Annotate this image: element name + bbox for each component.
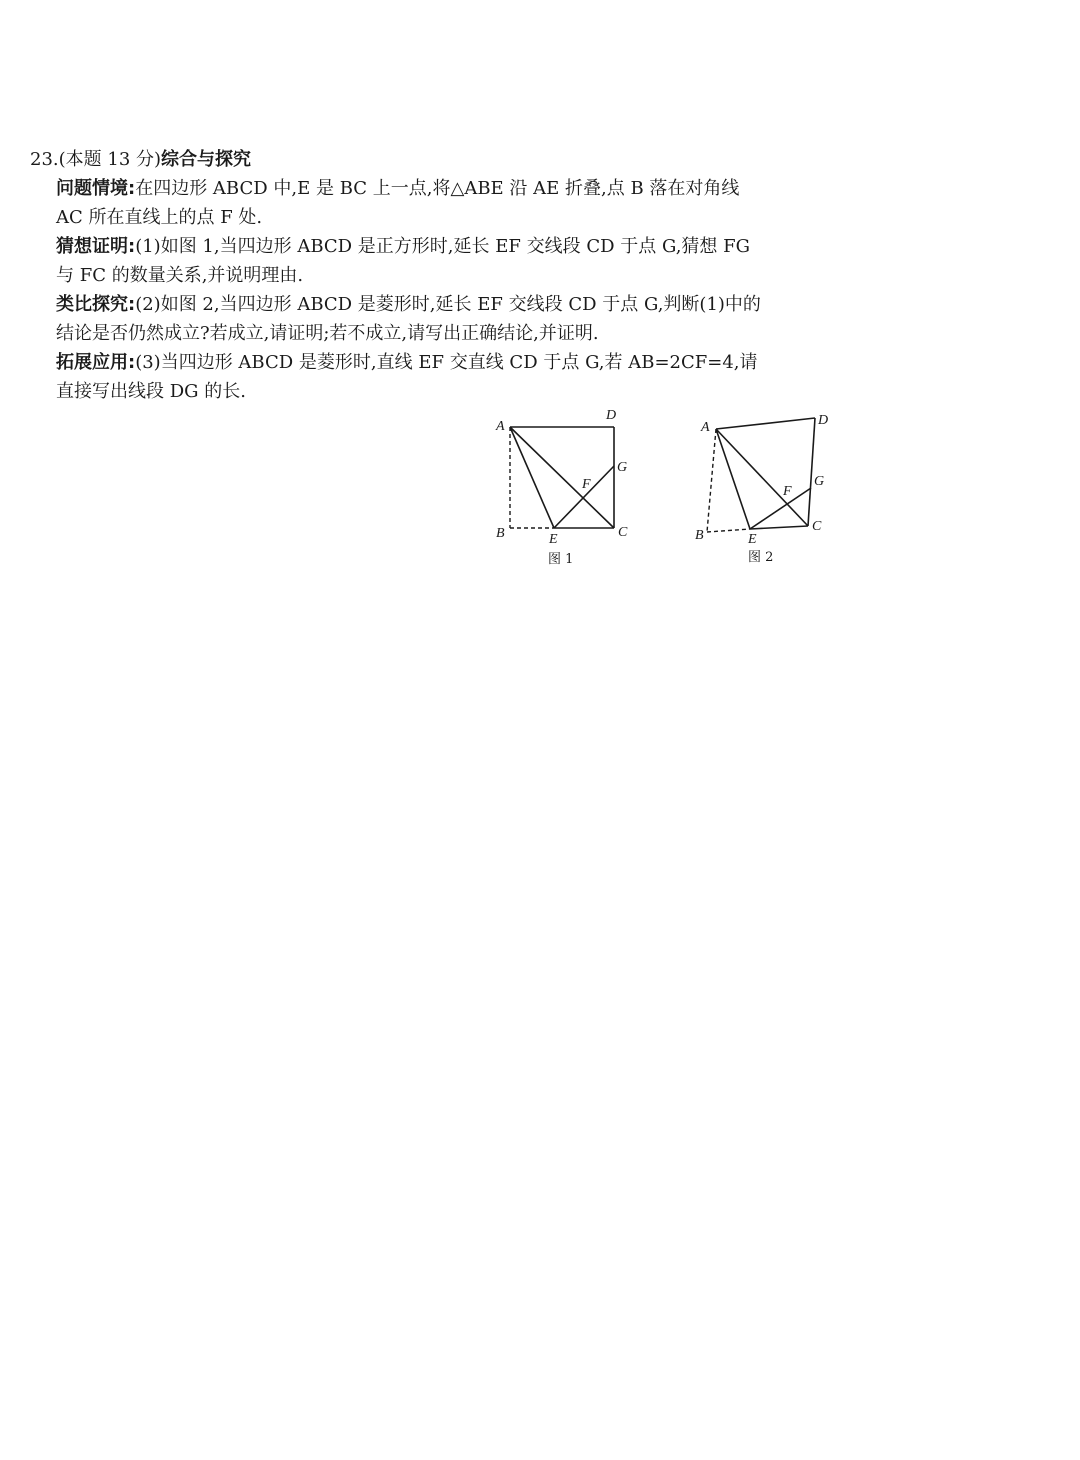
fig2-edge-ec — [750, 526, 808, 529]
situation-label: 问题情境: — [56, 178, 136, 199]
fig2-label-e: E — [748, 532, 757, 547]
problem-number: 23. — [30, 149, 59, 170]
extend-label: 拓展应用: — [56, 352, 136, 373]
fig1-label-e: E — [549, 532, 558, 547]
fig2-line-eg — [750, 488, 811, 529]
extend-text-1: (3)当四边形 ABCD 是菱形时,直线 EF 交直线 CD 于点 G,若 AB=2CF=4,请 — [135, 352, 758, 373]
extend-line-2: 直接写出线段 DG 的长. — [56, 381, 246, 402]
situation-line-2: AC 所在直线上的点 F 处. — [56, 207, 263, 228]
fig1-fold-ae — [510, 427, 554, 528]
fig2-edge-dc — [808, 418, 815, 526]
fig1-diagonal-ac — [510, 427, 614, 528]
analogy-line-2: 结论是否仍然成立?若成立,请证明;若不成立,请写出正确结论,并证明. — [56, 323, 599, 344]
fig2-dashed-be — [707, 529, 750, 532]
figure-1-diagram — [490, 400, 640, 550]
fig1-label-b: B — [496, 526, 505, 541]
figure-1-caption: 图 1 — [548, 552, 574, 567]
fig1-label-d: D — [606, 408, 617, 423]
analogy-line-1 — [30, 290, 830, 319]
figure-2-diagram — [690, 400, 840, 550]
fig2-label-g: G — [814, 474, 825, 489]
fig2-dashed-ab — [707, 429, 716, 532]
fig1-label-c: C — [618, 525, 628, 540]
extend-line-1 — [30, 348, 830, 377]
problem-score: (本题 13 分) — [58, 149, 162, 170]
fig1-label-a: A — [496, 419, 505, 434]
analogy-text-1: (2)如图 2,当四边形 ABCD 是菱形时,延长 EF 交线段 CD 于点 G,判断(1)中的 — [135, 294, 761, 315]
guess-line-2: 与 FC 的数量关系,并说明理由. — [56, 265, 304, 286]
fig2-diagonal-ac — [716, 429, 808, 526]
problem-topic: 综合与探究 — [161, 149, 252, 170]
fig2-fold-ae — [716, 429, 750, 529]
fig2-label-d: D — [818, 413, 829, 428]
guess-label: 猜想证明: — [56, 236, 136, 257]
situation-line-1 — [30, 174, 830, 203]
fig2-label-b: B — [695, 528, 704, 543]
fig2-label-a: A — [701, 420, 710, 435]
figure-1 — [490, 400, 640, 567]
analogy-label: 类比探究: — [56, 294, 136, 315]
figure-2-caption: 图 2 — [748, 550, 774, 565]
fig1-label-f: F — [582, 477, 591, 492]
situation-text-1: 在四边形 ABCD 中,E 是 BC 上一点,将△ABE 沿 AE 折叠,点 B 落在对角线 — [135, 178, 740, 199]
fig1-label-g: G — [617, 460, 628, 475]
fig2-label-c: C — [812, 519, 822, 534]
problem-23 — [30, 145, 830, 406]
fig2-edge-ad — [716, 418, 815, 429]
problem-heading — [30, 145, 830, 174]
figure-2 — [690, 400, 840, 565]
fig2-label-f: F — [783, 484, 792, 499]
guess-line-1 — [30, 232, 830, 261]
guess-text-1: (1)如图 1,当四边形 ABCD 是正方形时,延长 EF 交线段 CD 于点 G,猜想 FG — [135, 236, 751, 257]
